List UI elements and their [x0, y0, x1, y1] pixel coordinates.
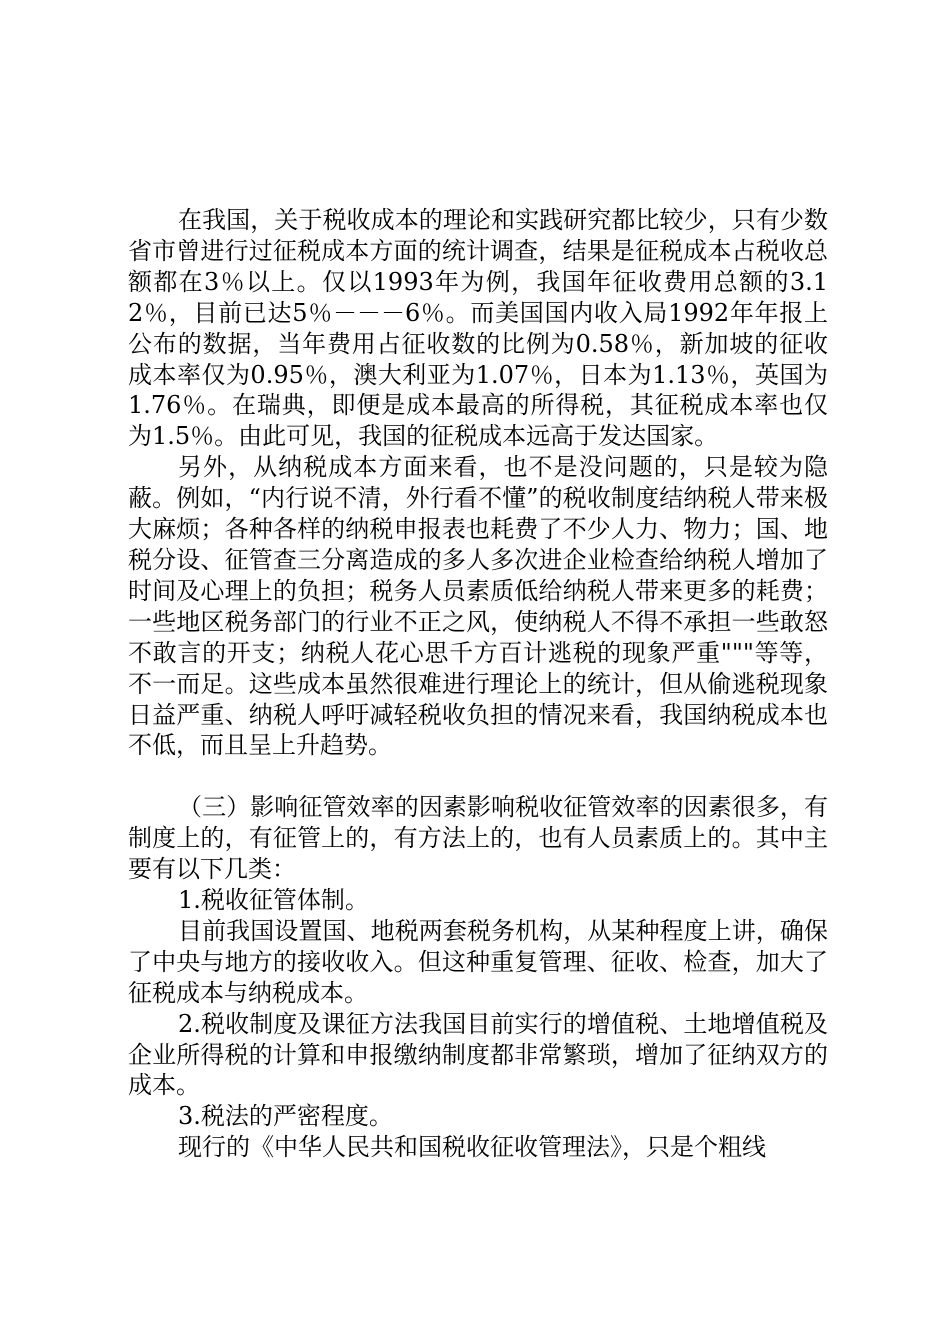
paragraph-tax-collection-cost: 在我国，关于税收成本的理论和实践研究都比较少，只有少数省市曾进行过征税成本方面的统计调查，结果是征税成本占税收总额都在3％以上。仅以1993年为例，我国年征收费用总额的3.12％，目前已达5％－－－6％。而美国国内收入局1992年年报上公布的数据，当年费用占征收数的比例为0.58％，新加坡的征收成本率仅为0.95％，澳大利亚为1.07％，日本为1.13％，英国为1.76％。在瑞典，即便是成本最高的所得税，其征税成本率也仅为1.5％。由此可见，我国的征税成本远高于发达国家。 [128, 206, 828, 451]
list-item-collection-system: 1.税收征管体制。 [178, 886, 369, 915]
paragraph-taxpayer-cost: 另外，从纳税成本方面来看，也不是没问题的，只是较为隐蔽。例如，“内行说不清，外行看不懂”的税收制度结纳税人带来极大麻烦；各种各样的纳税申报表也耗费了不少人力、物力；国、地税分设、征管查三分离造成的多人多次进企业检查给纳税人增加了时间及心理上的负担；税务人员素质低给纳税人带来更多的耗费；一些地区税务部门的行业不正之风，使纳税人不得不承担一些敢怒不敢言的开支；纳税人花心思千方百计逃税的现象严重"""等等，不一而足。这些成本虽然很难进行理论上的统计，但从偷逃税现象日益严重、纳税人呼吁减轻税收负担的情况来看，我国纳税成本也不低，而且呈上升趋势。 [128, 453, 828, 760]
paragraph-dual-tax-agencies: 目前我国设置国、地税两套税务机构，从某种程度上讲，确保了中央与地方的接收收入。但这种重复管理、征收、检查，加大了征税成本与纳税成本。 [128, 916, 828, 1007]
list-item-tax-system-methods: 2.税收制度及课征方法我国目前实行的增值税、土地增值税及企业所得税的计算和申报缴纳制度都非常繁琐，增加了征纳双方的成本。 [128, 1009, 828, 1100]
list-item-tax-law-strictness: 3.税法的严密程度。 [178, 1102, 393, 1131]
paragraph-spacer [128, 761, 828, 792]
paragraph-collection-law: 现行的《中华人民共和国税收征收管理法》，只是个粗线 [178, 1133, 766, 1162]
section-heading-efficiency-factors: （三）影响征管效率的因素影响税收征管效率的因素很多，有制度上的，有征管上的，有方法上的，也有人员素质上的。其中主要有以下几类： [128, 793, 828, 884]
document-body [128, 205, 828, 1163]
